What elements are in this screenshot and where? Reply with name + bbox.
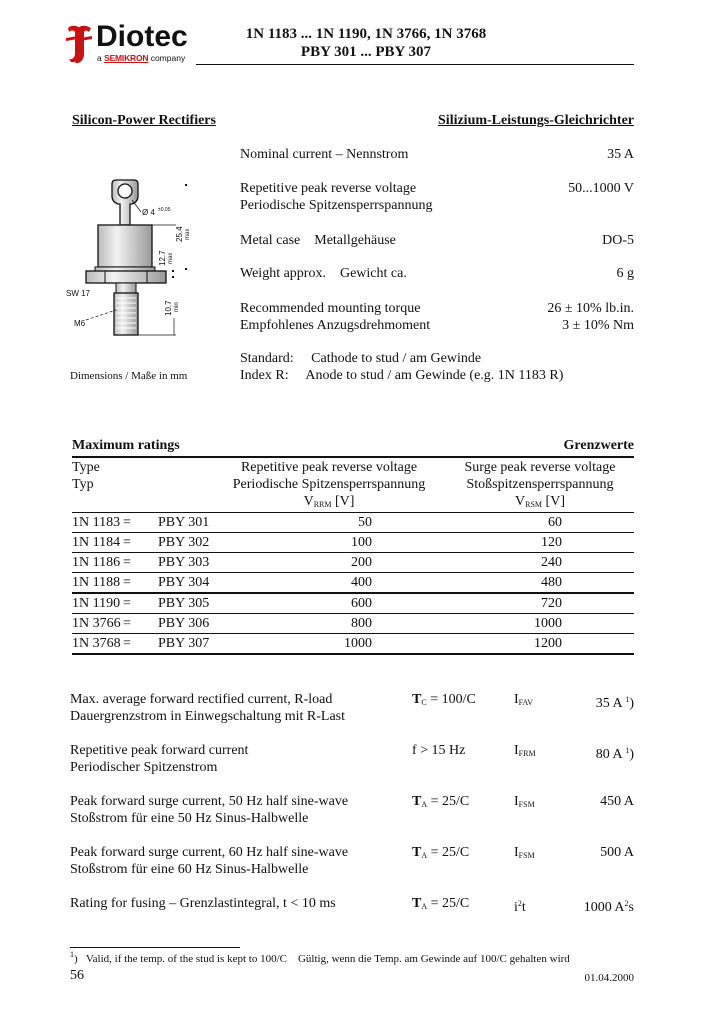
symbol: I	[514, 743, 519, 758]
char-condition	[412, 793, 469, 813]
char-label-en: Peak forward surge current, 60 Hz half sine-wave	[70, 845, 349, 860]
vrsm-value: 1200	[534, 636, 562, 651]
char-label-en: Repetitive peak forward current	[70, 743, 249, 758]
type-1n: 1N 1190	[72, 596, 121, 611]
spec-standard: Standard: Cathode to stud / am Gewinde	[240, 351, 482, 366]
symbol-sub: FAV	[518, 698, 534, 707]
type-1n: 1N 1186	[72, 555, 121, 570]
spec-nominal-current	[240, 146, 634, 163]
document-date: 01.04.2000	[584, 972, 634, 984]
char-surge-current-50hz	[70, 793, 634, 827]
char-symbol	[514, 691, 533, 711]
table-row	[72, 553, 634, 573]
vrrm-value: 600	[351, 596, 372, 611]
spec-polarity	[240, 350, 634, 384]
char-average-forward-current	[70, 691, 634, 725]
spec-case	[240, 232, 634, 249]
cond-value: = 25/C	[427, 794, 470, 809]
spec-weight	[240, 265, 634, 282]
title-line-1: 1N 1183 ... 1N 1190, 1N 3766, 1N 3768	[245, 26, 487, 42]
cond-value: = 25/C	[427, 896, 470, 911]
char-value	[596, 742, 634, 763]
char-repetitive-peak-forward-current	[70, 742, 634, 776]
header-rule	[196, 64, 634, 65]
vrsm-value: 60	[548, 515, 562, 530]
spec-value-de: 3 ± 10% Nm	[562, 318, 634, 333]
vrrm-v: V	[303, 494, 314, 509]
diotec-mark-icon	[66, 24, 92, 64]
table-row	[72, 573, 634, 594]
char-label-de: Stoßstrom für eine 60 Hz Sinus-Halbwelle	[70, 862, 309, 877]
body-height-label: 12.7	[158, 250, 167, 266]
vrsm-v: V	[515, 494, 526, 509]
type-pby: PBY 305	[158, 596, 210, 611]
equivalence: =	[123, 596, 131, 611]
tagline-prefix: a	[97, 53, 102, 63]
vrrm-value: 800	[351, 616, 372, 631]
vrsm-value: 1000	[534, 616, 562, 631]
spec-value: 50...1000 V	[568, 181, 634, 196]
wrench-size-label: SW 17	[66, 289, 91, 298]
symbol-sub: FSM	[518, 800, 535, 809]
svg-text:max: max	[168, 252, 174, 264]
char-value	[596, 691, 634, 712]
diotec-logo	[66, 20, 206, 66]
maximum-ratings-table	[72, 438, 634, 655]
symbol-sub: FRM	[518, 749, 536, 758]
dimensions-caption: Dimensions / Maße in mm	[70, 370, 188, 382]
footnote-text: Valid, if the temp. of the stud is kept to 100/C Gültig, wenn die Temp. am Gewinde auf 100/C gehalten wird	[85, 953, 570, 965]
char-condition	[412, 895, 469, 915]
page-number: 56	[70, 968, 84, 983]
document-title	[236, 25, 496, 61]
vrrm-value: 1000	[344, 636, 372, 651]
cond-symbol: T	[412, 692, 422, 707]
footnote-rule	[70, 947, 240, 948]
col-vrsm-symbol	[446, 493, 634, 513]
value-tail: )	[629, 747, 634, 762]
symbol-sup: 2	[517, 899, 522, 908]
vrsm-unit: [V]	[542, 494, 565, 509]
char-symbol	[514, 844, 535, 864]
spec-value: 35 A	[607, 147, 634, 162]
equivalence: =	[123, 535, 131, 550]
semikron-brand: SEMIKRON	[104, 53, 149, 63]
type-pby: PBY 301	[158, 515, 210, 530]
type-pby: PBY 307	[158, 636, 210, 651]
type-1n: 1N 1183	[72, 515, 121, 530]
cond-value: = 100/C	[426, 692, 476, 707]
vrrm-value: 400	[351, 575, 372, 590]
char-symbol	[514, 895, 526, 916]
char-label-de: Stoßstrom für eine 50 Hz Sinus-Halbwelle	[70, 811, 309, 826]
cond-sub: C	[421, 698, 427, 707]
ratings-title-en: Maximum ratings	[72, 438, 180, 453]
cond-symbol: T	[412, 896, 422, 911]
spec-value: 26 ± 10% lb.in.	[547, 301, 634, 316]
col-vrsm-en: Surge peak reverse voltage	[464, 460, 616, 475]
svg-text:max: max	[185, 228, 191, 240]
vrrm-value: 100	[351, 535, 372, 550]
ratings-title-de: Grenzwerte	[563, 438, 634, 453]
vrsm-value: 480	[541, 575, 562, 590]
char-condition	[412, 742, 465, 759]
col-vrrm-en: Repetitive peak reverse voltage	[240, 460, 418, 475]
col-vrrm-de: Periodische Spitzensperrspannung	[232, 477, 426, 492]
vrrm-value: 200	[351, 555, 372, 570]
char-label-en: Rating for fusing – Grenzlastintegral, t < 10 ms	[70, 896, 336, 911]
spec-reverse-voltage	[240, 180, 634, 214]
symbol: I	[514, 794, 519, 809]
char-symbol	[514, 742, 536, 762]
col-type-en: Type	[72, 460, 100, 475]
spec-label: Nominal current – Nennstrom	[240, 147, 409, 162]
vrrm-value: 50	[358, 515, 372, 530]
equivalence: =	[123, 515, 131, 530]
spec-value: DO-5	[602, 233, 634, 248]
spec-label-de: Periodische Spitzensperrspannung	[240, 198, 433, 213]
spec-label: Repetitive peak reverse voltage	[240, 181, 417, 196]
char-value: 450 A	[600, 794, 634, 809]
vrsm-value: 240	[541, 555, 562, 570]
col-vrsm-de: Stoßspitzensperrspannung	[466, 477, 614, 492]
vrsm-value: 120	[541, 535, 562, 550]
cond-symbol: T	[412, 794, 422, 809]
footnote-ref: 1	[625, 695, 630, 704]
char-condition	[412, 691, 476, 711]
value-tail: s	[628, 900, 634, 915]
spec-label-de: Empfohlenes Anzugsdrehmoment	[240, 318, 431, 333]
table-row	[72, 533, 634, 553]
title-german: Silizium-Leistungs-Gleichrichter	[438, 113, 634, 128]
cond-sub: A	[421, 851, 428, 860]
footnote-ref: 1	[625, 746, 630, 755]
vrsm-sub: RSM	[525, 500, 543, 509]
col-type-de: Typ	[72, 477, 94, 492]
type-1n: 1N 3768	[72, 636, 121, 651]
vrsm-value: 720	[541, 596, 562, 611]
overall-height-label: 25.4	[175, 226, 184, 242]
table-column-headers	[72, 458, 634, 512]
spec-value: 6 g	[616, 266, 634, 281]
char-label-de: Dauergrenzstrom in Einwegschaltung mit R-Last	[70, 709, 346, 724]
equivalence: =	[123, 616, 131, 631]
cond-symbol: T	[412, 845, 422, 860]
symbol: I	[514, 845, 519, 860]
char-label-de: Periodischer Spitzenstrom	[70, 760, 218, 775]
tagline-suffix: company	[150, 53, 186, 63]
char-value: 500 A	[600, 845, 634, 860]
do5-package-drawing	[66, 170, 206, 345]
equivalence: =	[123, 555, 131, 570]
char-value	[584, 895, 634, 916]
spec-label: Weight approx. Gewicht ca.	[240, 266, 407, 281]
char-surge-current-60hz	[70, 844, 634, 878]
value: 80 A	[595, 747, 622, 762]
spec-label: Recommended mounting torque	[240, 301, 421, 316]
value-sup: 2	[624, 899, 629, 908]
char-fusing-rating	[70, 895, 634, 915]
char-label-en: Max. average forward rectified current, R-load	[70, 692, 333, 707]
svg-text:min: min	[174, 302, 180, 312]
vrrm-sub: RRM	[313, 500, 332, 509]
footnote-mark: 1	[70, 950, 74, 959]
cond-sub: A	[421, 902, 428, 911]
title-english: Silicon-Power Rectifiers	[72, 113, 216, 128]
type-pby: PBY 303	[158, 555, 210, 570]
brand-name: Diotec	[96, 20, 188, 53]
col-vrrm-symbol	[212, 493, 446, 513]
char-symbol	[514, 793, 535, 813]
equivalence: =	[123, 636, 131, 651]
symbol-tail: t	[521, 900, 526, 915]
type-pby: PBY 302	[158, 535, 210, 550]
svg-text:±0.05: ±0.05	[158, 207, 171, 213]
footnote: $^1$) Valid, if the temp. of the stud is kept to 100/C Gültig, wenn die Temp. am Gewinde auf 100/C gehalten wird	[70, 950, 570, 965]
table-row	[72, 594, 634, 614]
type-pby: PBY 306	[158, 616, 210, 631]
type-1n: 1N 3766	[72, 616, 121, 631]
type-pby: PBY 304	[158, 575, 210, 590]
spec-label: Metal case Metallgehäuse	[240, 233, 396, 248]
vrrm-unit: [V]	[331, 494, 355, 509]
table-row	[72, 634, 634, 655]
cond-value: f > 15 Hz	[412, 743, 466, 758]
value-tail: )	[629, 696, 634, 711]
symbol: I	[514, 692, 519, 707]
cond-value: = 25/C	[427, 845, 470, 860]
value: 1000 A	[583, 900, 625, 915]
type-1n: 1N 1188	[72, 575, 121, 590]
char-label-en: Peak forward surge current, 50 Hz half sine-wave	[70, 794, 349, 809]
symbol: i	[514, 900, 518, 915]
spec-index-r: Index R: Anode to stud / am Gewinde (e.g. 1N 1183 R)	[240, 368, 564, 383]
table-row	[72, 513, 634, 533]
ratings-heading	[72, 438, 634, 456]
table-row	[72, 614, 634, 634]
title-line-2: PBY 301 ... PBY 307	[300, 44, 432, 60]
hole-dimension-label: Ø 4	[142, 208, 155, 217]
cond-sub: A	[421, 800, 428, 809]
spec-torque	[240, 300, 634, 334]
thread-label: M6	[74, 319, 86, 328]
equivalence: =	[123, 575, 131, 590]
type-1n: 1N 1184	[72, 535, 121, 550]
stud-length-label: 10.7	[164, 300, 173, 316]
char-condition	[412, 844, 469, 864]
brand-tagline	[97, 53, 185, 63]
symbol-sub: FSM	[518, 851, 535, 860]
value: 35 A	[595, 696, 622, 711]
